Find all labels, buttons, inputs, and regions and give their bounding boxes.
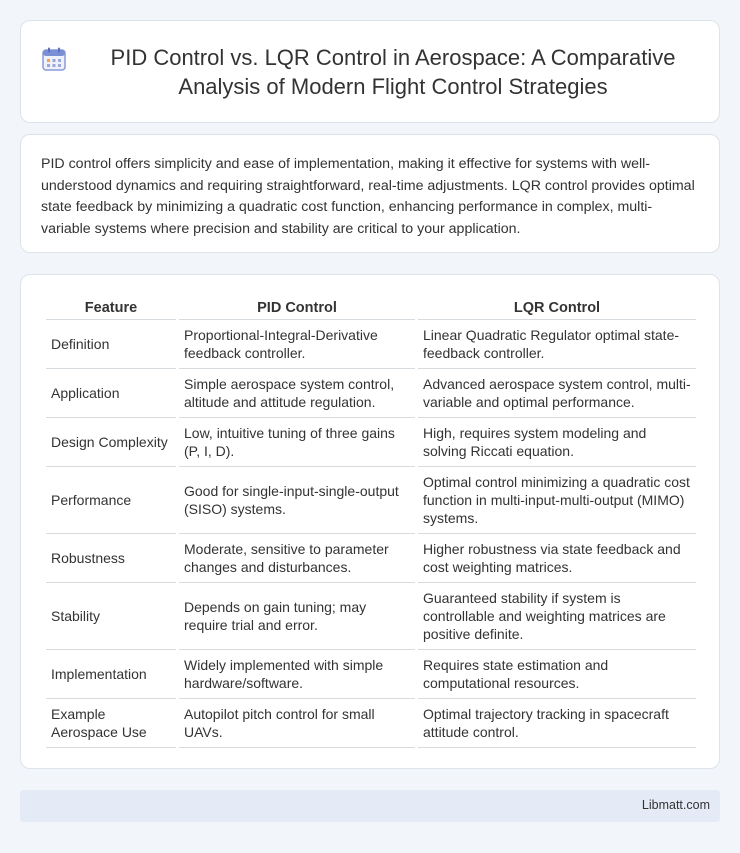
- comparison-table: [43, 295, 699, 748]
- feature-cell: Application: [46, 369, 176, 418]
- table-row: [46, 467, 696, 534]
- feature-cell: Stability: [46, 583, 176, 650]
- pid-cell: Proportional-Integral-Derivative feedback controller.: [179, 320, 415, 369]
- lqr-cell: Guaranteed stability if system is controllable and weighting matrices are positive definite.: [418, 583, 696, 650]
- table-header-row: [46, 295, 696, 320]
- table-row: [46, 418, 696, 467]
- feature-cell: Robustness: [46, 534, 176, 583]
- table-row: [46, 369, 696, 418]
- comparison-card: [20, 274, 720, 769]
- table-row: [46, 699, 696, 748]
- lqr-cell: Linear Quadratic Regulator optimal state-feedback controller.: [418, 320, 696, 369]
- feature-cell: Definition: [46, 320, 176, 369]
- pid-cell: Low, intuitive tuning of three gains (P, I, D).: [179, 418, 415, 467]
- footer-brand[interactable]: Libmatt.com: [641, 798, 710, 812]
- feature-cell: Example Aerospace Use: [46, 699, 176, 748]
- feature-cell: Design Complexity: [46, 418, 176, 467]
- table-row: [46, 650, 696, 699]
- table-row: [46, 583, 696, 650]
- pid-cell: Simple aerospace system control, altitude and attitude regulation.: [179, 369, 415, 418]
- pid-cell: Depends on gain tuning; may require trial and error.: [179, 583, 415, 650]
- feature-cell: Implementation: [46, 650, 176, 699]
- calendar-icon: [41, 46, 67, 72]
- table-row: [46, 534, 696, 583]
- footer-bar: [20, 790, 720, 822]
- table-row: [46, 320, 696, 369]
- pid-cell: Good for single-input-single-output (SISO) systems.: [179, 467, 415, 534]
- pid-cell: Autopilot pitch control for small UAVs.: [179, 699, 415, 748]
- lqr-cell: Higher robustness via state feedback and cost weighting matrices.: [418, 534, 696, 583]
- header-pid: PID Control: [179, 295, 415, 320]
- lqr-cell: Optimal trajectory tracking in spacecraft attitude control.: [418, 699, 696, 748]
- summary-text: PID control offers simplicity and ease of implementation, making it effective for systems with well-understood dynamics and requiring straightforward, real-time adjustments. LQR control provides optimal state feedback by minimizing a quadratic cost function, enhancing performance in complex, multi-variable systems where precision and stability are critical to your application.: [41, 156, 695, 237]
- lqr-cell: High, requires system modeling and solving Riccati equation.: [418, 418, 696, 467]
- lqr-cell: Requires state estimation and computational resources.: [418, 650, 696, 699]
- title-card: [20, 20, 720, 123]
- summary-card: [20, 134, 720, 253]
- feature-cell: Performance: [46, 467, 176, 534]
- header-lqr: LQR Control: [418, 295, 696, 320]
- page-title: PID Control vs. LQR Control in Aerospace: A Comparative Analysis of Modern Flight Control Strategies: [110, 44, 676, 99]
- header-feature: Feature: [46, 295, 176, 320]
- pid-cell: Moderate, sensitive to parameter changes and disturbances.: [179, 534, 415, 583]
- lqr-cell: Optimal control minimizing a quadratic cost function in multi-input-multi-output (MIMO) systems.: [418, 467, 696, 534]
- lqr-cell: Advanced aerospace system control, multi-variable and optimal performance.: [418, 369, 696, 418]
- pid-cell: Widely implemented with simple hardware/software.: [179, 650, 415, 699]
